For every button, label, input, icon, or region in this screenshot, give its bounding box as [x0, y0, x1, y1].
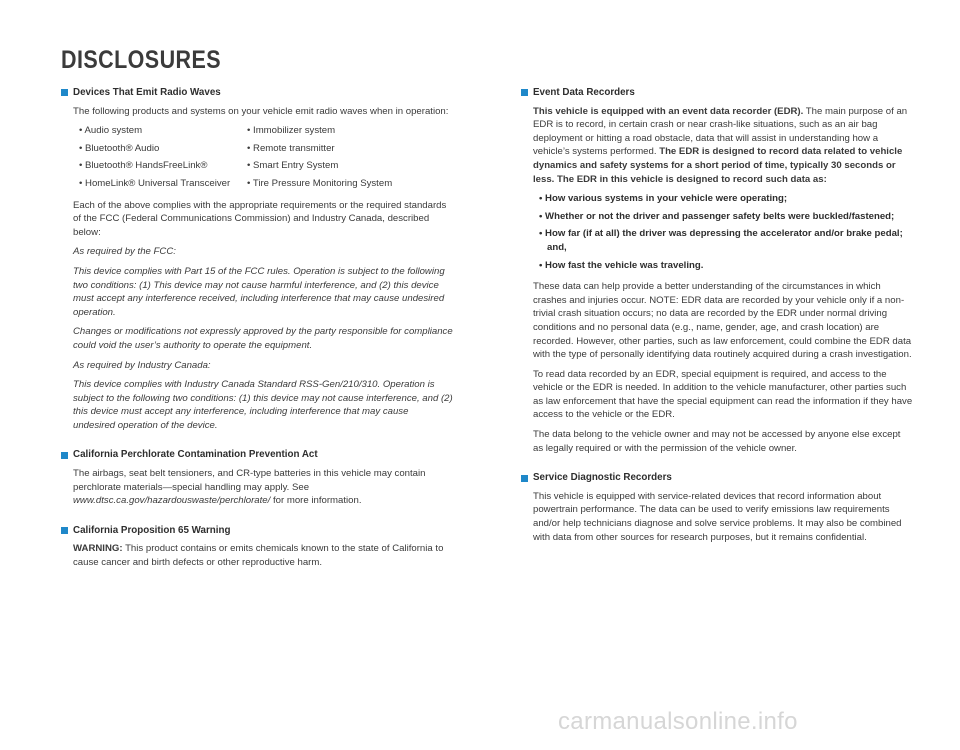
- heading-text: Event Data Recorders: [533, 87, 635, 98]
- fcc-changes-text: Changes or modifications not expressly approved by the party responsible for compliance could void the user’s authority to operate the equipment.: [73, 326, 453, 351]
- section-body: [61, 105, 453, 433]
- section-body: [61, 542, 453, 569]
- device-item: • Bluetooth® HandsFreeLink®: [79, 160, 208, 172]
- section-heading: [61, 448, 453, 462]
- square-bullet-icon: [521, 475, 528, 482]
- fcc-text: This device complies with Part 15 of the FCC rules. Operation is subject to the following two conditions: (1) This device may not cause harmful interference, and (2) this device must accept any interference received, including interference that may cause undesired operation.: [73, 265, 445, 318]
- perchlorate-link[interactable]: www.dtsc.ca.gov/hazardouswaste/perchlorate/: [73, 495, 271, 507]
- device-list: [73, 124, 453, 190]
- edr-paragraph: To read data recorded by an EDR, special equipment is required, and access to the vehicle or the EDR is needed. In addition to the vehicle manufacturer, other parties such as law enforcement that have the special equipment can read the information if they have access to the vehicle or the EDR.: [533, 368, 913, 421]
- square-bullet-icon: [61, 527, 68, 534]
- square-bullet-icon: [521, 89, 528, 96]
- watermark-text: carmanualsonline.info: [558, 708, 798, 735]
- perchlorate-text: [73, 467, 453, 508]
- section-heading: [521, 86, 913, 100]
- radio-waves-section: [61, 86, 453, 432]
- fcc-label: As required by the FCC:: [73, 246, 176, 258]
- intro-text: The following products and systems on your vehicle emit radio waves when in operation:: [73, 105, 449, 117]
- right-column: [521, 86, 913, 560]
- section-heading: [61, 86, 453, 100]
- edr-bold-intro: This vehicle is equipped with an event data recorder (EDR).: [533, 105, 804, 117]
- section-heading: [521, 471, 913, 485]
- heading-text: California Proposition 65 Warning: [73, 524, 231, 536]
- list-item: • How various systems in your vehicle were operating;: [539, 193, 788, 205]
- edr-intro: [533, 105, 913, 187]
- compliance-text: Each of the above complies with the appropriate requirements or the required standards of the FCC (Federal Communications Commission) and Industry Canada, described below:: [73, 199, 447, 238]
- edr-intro-text: The main purpose of an EDR is to record, in certain crash or near crash-like situations, such as an air bag deployment or hitting a road obstacle, data that will assist in understanding how a vehicle’s systems performed.: [533, 105, 908, 158]
- perchlorate-section: [61, 448, 453, 507]
- section-body: [521, 490, 913, 544]
- edr-bold-after: The EDR is designed to record data related to vehicle dynamics and safety systems for a short period of time, typically 30 seconds or less. The EDR in this vehicle is designed to record such data as:: [533, 146, 903, 185]
- device-item: • Immobilizer system: [247, 125, 336, 137]
- edr-paragraph: The data belong to the vehicle owner and may not be accessed by anyone else except as legally required or with the permission of the vehicle owner.: [533, 429, 901, 454]
- device-item: • Smart Entry System: [247, 160, 339, 172]
- warning-text: This product contains or emits chemicals known to the state of California to cause cancer and birth defects or other reproductive harm.: [73, 543, 444, 569]
- section-body: [61, 467, 453, 508]
- perchlorate-text-main: The airbags, seat belt tensioners, and CR-type batteries in this vehicle may contain perchlorate materials—special handling may apply. See: [73, 468, 426, 493]
- prop65-text: [73, 542, 453, 569]
- section-body: [521, 105, 913, 456]
- device-item: • Bluetooth® Audio: [79, 142, 160, 154]
- edr-bullet-list: [533, 192, 913, 272]
- device-item: • Remote transmitter: [247, 142, 335, 154]
- device-item: • Audio system: [79, 125, 143, 137]
- square-bullet-icon: [61, 452, 68, 459]
- heading-text: California Perchlorate Contamination Prevention Act: [73, 449, 318, 461]
- square-bullet-icon: [61, 89, 68, 96]
- heading-text: Service Diagnostic Recorders: [533, 472, 672, 484]
- perchlorate-text-after: for more information.: [272, 495, 362, 507]
- device-item: • HomeLink® Universal Transceiver: [79, 177, 231, 189]
- sdr-section: [521, 471, 913, 544]
- list-item: • Whether or not the driver and passenger safety belts were buckled/fastened;: [539, 210, 895, 222]
- page-title: DISCLOSURES: [61, 46, 222, 74]
- edr-section: [521, 86, 913, 455]
- warning-label: WARNING:: [73, 543, 123, 555]
- list-item: • How far (if at all) the driver was depressing the accelerator and/or brake pedal; and,: [539, 228, 903, 253]
- section-heading: [61, 524, 453, 538]
- heading-text: Devices That Emit Radio Waves: [73, 87, 221, 98]
- prop65-section: [61, 524, 453, 570]
- edr-paragraph: These data can help provide a better understanding of the circumstances in which crashes and injuries occur. NOTE: EDR data are recorded by your vehicle only if a non-trivial crash situation occurs; no data are recorded by the EDR under normal driving conditions and no personal data (e.g., name, gender, age, and crash location) are recorded. However, other parties, such as law enforcement, could combine the EDR data with the type of personally identifying data routinely acquired during a crash investigation.: [533, 281, 912, 361]
- list-item: • How fast the vehicle was traveling.: [539, 259, 704, 271]
- ic-text: This device complies with Industry Canada Standard RSS-Gen/210/310. Operation is subject to the following two conditions: (1) this device may not cause interference, and (2) this device must accept any interference, including interference that may cause undesired operation of the device.: [73, 379, 453, 431]
- left-column: [61, 86, 453, 586]
- ic-label: As required by Industry Canada:: [73, 359, 211, 371]
- sdr-text: This vehicle is equipped with service-related devices that record information about powertrain performance. The data can be used to verify emissions law requirements and/or help technicians diagnose and solve service problems. It may also be combined with data from other sources for research purposes, but it remains confidential.: [533, 490, 902, 543]
- device-item: • Tire Pressure Monitoring System: [247, 177, 393, 189]
